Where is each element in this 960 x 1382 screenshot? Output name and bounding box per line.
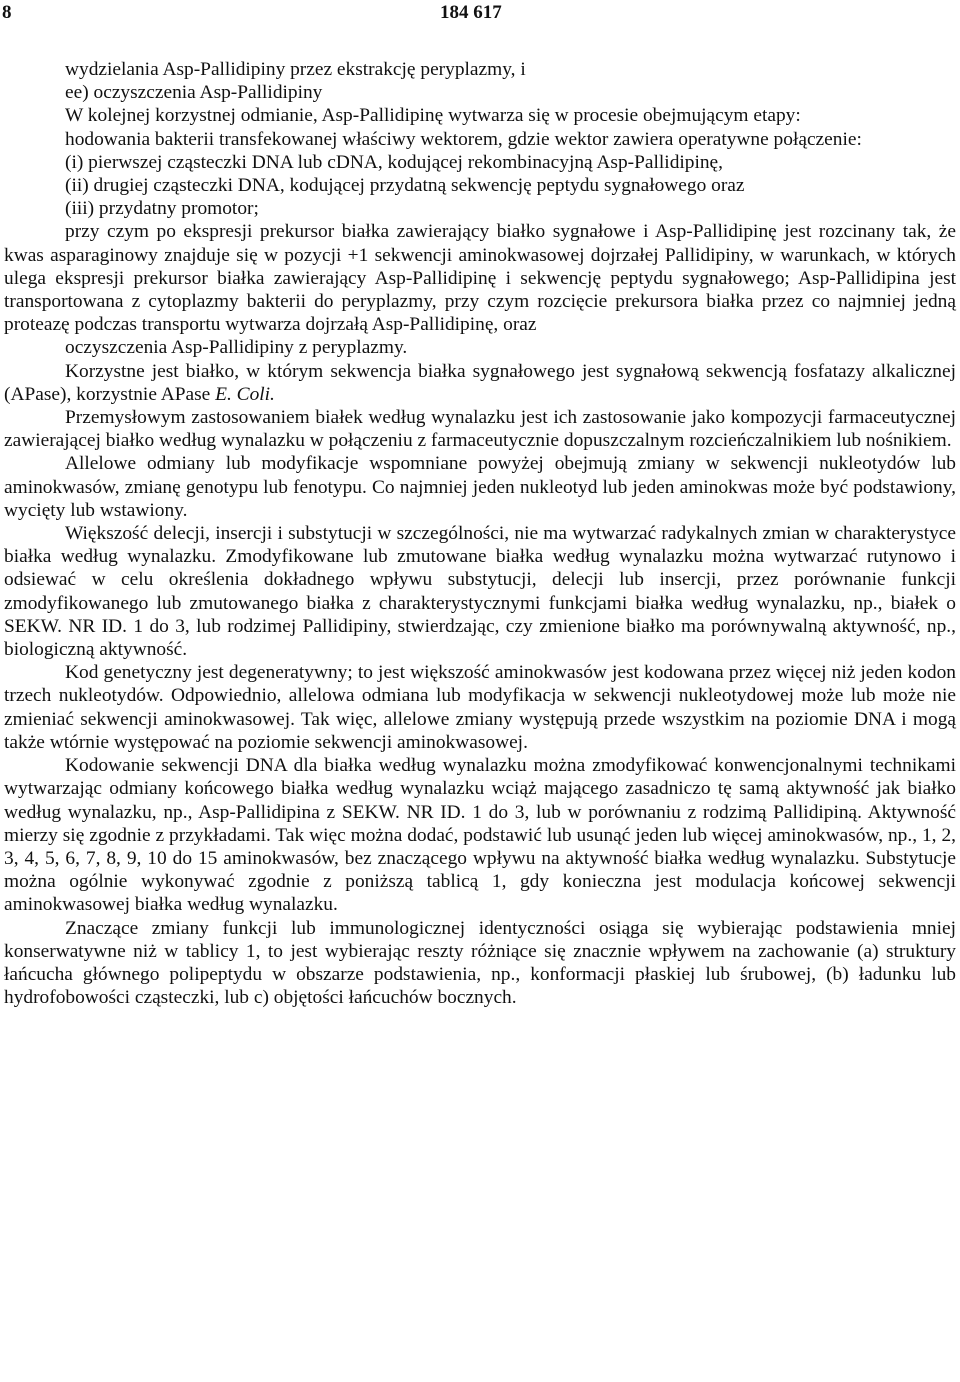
list-item: (ii) drugiej cząsteczki DNA, kodującej przydatną sekwencję peptydu sygnałowego oraz (65, 175, 745, 197)
paragraph (4, 360, 956, 406)
text-line: oczyszczenia Asp-Pallidipiny z peryplazmy. (65, 337, 408, 359)
paragraph: Kodowanie sekwencji DNA dla białka według wynalazku można zmodyfikować konwencjonalnymi technikami wytwarzając odmiany końcowego białka według wynalazku wciąż mającego zasadniczo tę samą aktywność jak białko według wynalazku, np., Asp-Pallidipina z SEKW. NR ID. 1 do 3, lub w porównaniu z rodzimą Pallidipiną. Aktywność mierzy się zgodnie z przykładami. Tak więc można dodać, podstawić lub usunąć jeden lub więcej aminokwasów, np., 1, 2, 3, 4, 5, 6, 7, 8, 9, 10 do 15 aminokwasów, bez znaczącego wpływu na aktywność białka według wynalazku. Substytucje można ogólnie wykonywać zgodnie z poniższą tablicą 1, gdy konieczna jest modulacja końcowej sekwencji aminokwasowej białka według wynalazku. (4, 755, 956, 916)
paragraph: Znaczące zmiany funkcji lub immunologicznej identyczności osiąga się wybierając podstawienia mniej konserwatywne niż w tablicy 1, to jest wybierając reszty różniące się znacznie wpływem na zachowanie (a) struktury łańcucha głównego polipeptydu w obszarze podstawienia, np., konformacji płaskiej lub śrubowej, (b) ładunku lub hydrofobowości cząsteczki, lub c) objętości łańcuchów bocznych. (4, 917, 956, 1009)
document-number: 184 617 (440, 2, 502, 23)
paragraph: Większość delecji, insercji i substytucji w szczególności, nie ma wytwarzać radykalnych zmian w charakterystyce białka według wynalazku. Zmodyfikowane lub zmutowane białka według wynalazku można wytwarzać rutynowo i odsiewać w celu określenia dokładnego wpływu substytucji, delecji lub insercji, przez porównanie funkcji zmodyfikowanego lub zmutowanego białka z charakterystycznymi funkcjami białka według wynalazku, np., białek o SEKW. NR ID. 1 do 3, lub rodzimej Pallidipiny, stwierdzając, czy zmienione białko ma porównywalną aktywność, np., biologiczną aktywność. (4, 523, 956, 661)
paragraph: W kolejnej korzystnej odmianie, Asp-Pallidipinę wytwarza się w procesie obejmującym etapy: (65, 105, 801, 127)
species-name: E. Coli. (215, 383, 275, 405)
text-line: ee) oczyszczenia Asp-Pallidipiny (65, 82, 323, 104)
paragraph: Kod genetyczny jest degeneratywny; to jest większość aminokwasów jest kodowana przez więcej niż jeden kodon trzech nukleotydów. Odpowiednio, allelowa odmiana lub modyfikacja w sekwencji nukleotydowej może lub może nie zmieniać sekwencji aminokwasowej. Tak więc, allelowe zmiany występują przede wszystkim na poziomie DNA i mogą także wtórnie występować na poziomie sekwencji aminokwasowej. (4, 662, 956, 753)
page-header (0, 0, 960, 30)
page-number: 8 (2, 2, 12, 23)
paragraph: Allelowe odmiany lub modyfikacje wspomniane powyżej obejmują zmiany w sekwencji nukleotydów lub aminokwasów, zmianę genotypu lub fenotypu. Co najmniej jeden nukleotyd lub jeden aminokwas może być podstawiony, wycięty lub wstawiony. (4, 453, 956, 521)
paragraph-text: Korzystne jest białko, w którym sekwencja białka sygnałowego jest sygnałową sekwencją fosfatazy alkalicznej (APase), korzystnie APase (4, 360, 956, 405)
paragraph: przy czym po ekspresji prekursor białka zawierający białko sygnałowe i Asp-Pallidipinę jest rozcinany tak, że kwas asparaginowy znajduje się w pozycji +1 sekwencji aminokwasowej dojrzałej Pallidipiny, w warunkach, w których ulega ekspresji prekursor białka zawierający Asp-Pallidipinę i sekwencję peptydu sygnałowego; Asp-Pallidipina jest transportowana z cytoplazmy bakterii do peryplazmy, przy czym rozcięcie prekursora białka przez co najmniej jedną proteazę podczas transportu wytwarza dojrzałą Asp-Pallidipinę, oraz (4, 221, 956, 336)
list-item: (i) pierwszej cząsteczki DNA lub cDNA, kodującej rekombinacyjną Asp-Pallidipinę, (65, 151, 724, 173)
paragraph: Przemysłowym zastosowaniem białek według wynalazku jest ich zastosowanie jako kompozycji farmaceutycznej zawierającej białko według wynalazku w połączeniu z farmaceutycznie dopuszczalnym rozcieńczalnikiem lub nośnikiem. (4, 407, 956, 452)
paragraph: hodowania bakterii transfekowanej właściwy wektorem, gdzie wektor zawiera operatywne połączenie: (65, 128, 862, 150)
text-line: wydzielania Asp-Pallidipiny przez ekstrakcję peryplazmy, i (65, 59, 526, 80)
list-item: (iii) przydatny promotor; (65, 198, 259, 220)
document-body (4, 58, 956, 1009)
